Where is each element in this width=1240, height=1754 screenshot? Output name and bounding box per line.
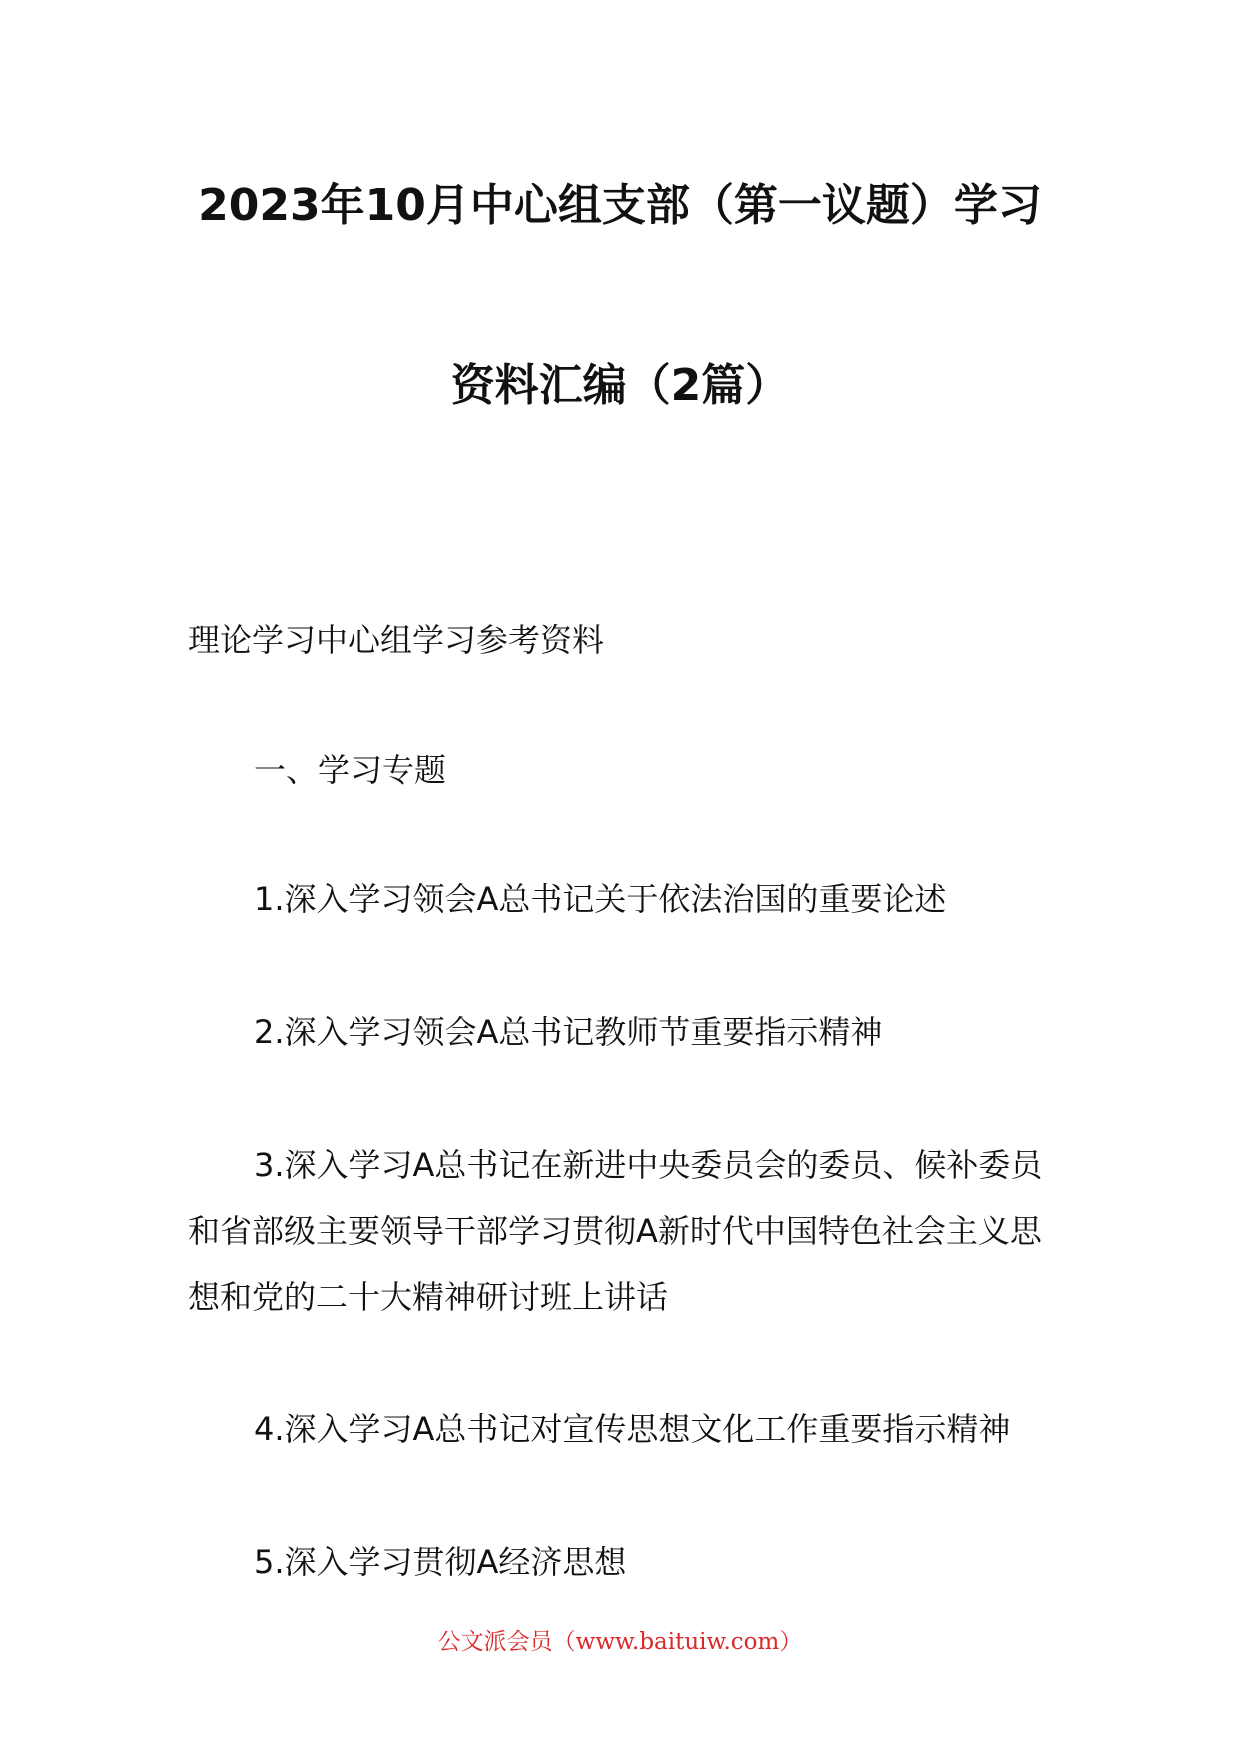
- study-topic-item-3: 3.深入学习A总书记在新进中央委员会的委员、候补委员和省部级主要领导干部学习贯彻A新时代中国特色社会主义思想和党的二十大精神研讨班上讲话: [188, 1146, 1043, 1316]
- document-subtitle: 理论学习中心组学习参考资料: [188, 621, 605, 659]
- section-heading: 一、学习专题: [254, 751, 447, 789]
- study-topic-item-1: 1.深入学习领会A总书记关于依法治国的重要论述: [254, 880, 947, 918]
- footer-watermark: 公文派会员（www.baituiw.com）: [437, 1629, 803, 1655]
- document-title-line-2: 资料汇编（2篇）: [450, 360, 790, 411]
- document-title-line-1: 2023年10月中心组支部（第一议题）学习: [198, 180, 1042, 231]
- study-topic-item-5: 5.深入学习贯彻A经济思想: [254, 1543, 627, 1581]
- study-topic-item-4: 4.深入学习A总书记对宣传思想文化工作重要指示精神: [254, 1410, 1011, 1448]
- study-topic-item-2: 2.深入学习领会A总书记教师节重要指示精神: [254, 1013, 883, 1051]
